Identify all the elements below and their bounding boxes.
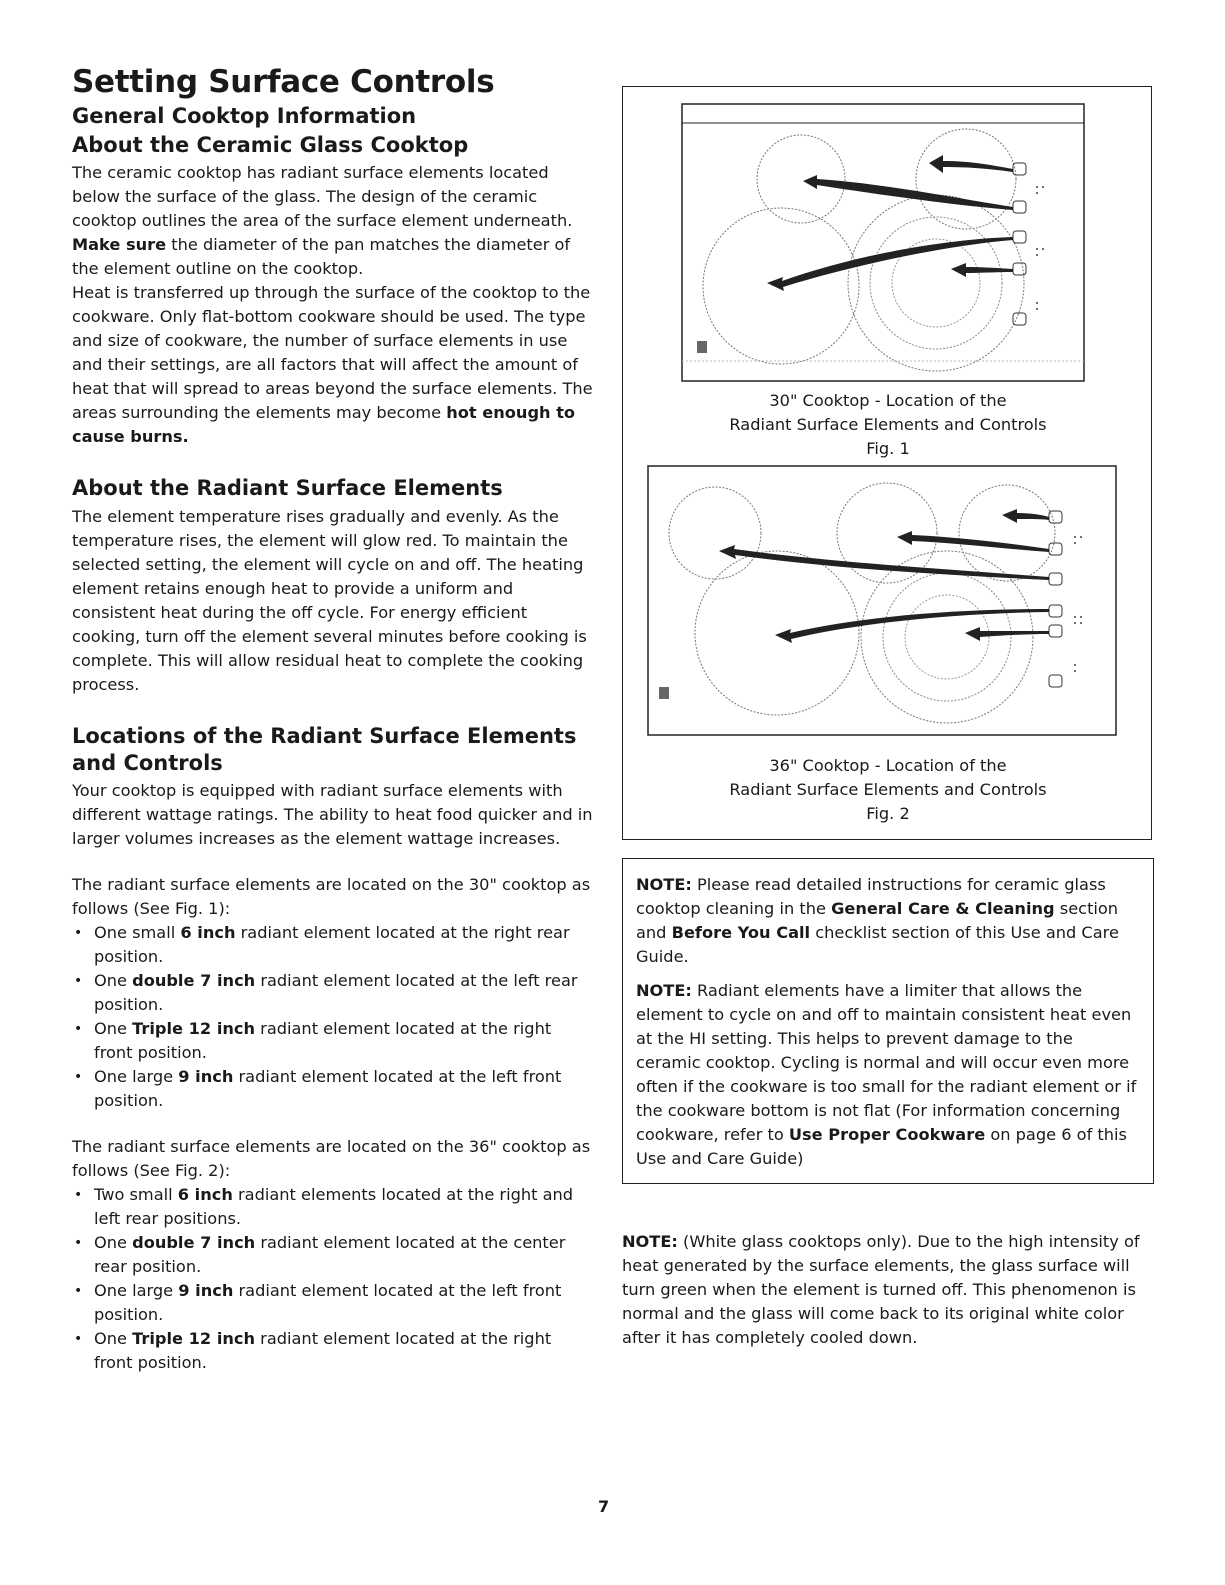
- ceramic-heading: About the Ceramic Glass Cooktop: [72, 133, 469, 157]
- note-cleaning: NOTE: Please read detailed instructions for ceramic glass cooktop cleaning in the General Care & Cleaning section and Before You Call checklist section of this Use and Care Guide.: [636, 875, 1119, 966]
- locations-paragraph: Your cooktop is equipped with radiant surface elements with different wattage ratings. The ability to heat food quicker and in larger volumes increases as the element wattage increases.: [72, 781, 593, 849]
- figures-box: [622, 86, 1152, 840]
- radiant-heading: About the Radiant Surface Elements: [72, 476, 503, 501]
- fig1-cooktop-diagram: [681, 103, 1085, 383]
- general-heading: General Cooktop Information: [72, 104, 417, 128]
- cooktop-30-intro: The radiant surface elements are located on the 30" cooktop as follows (See Fig. 1):: [72, 875, 591, 919]
- ceramic-paragraph-2: Heat is transferred up through the surface of the cooktop to the cookware. Only flat-bottom cookware should be used. The type and size of cookware, the number of surface elements in use and their settings, are all factors that will affect the amount of heat that will spread to areas beyond the surface elements. The areas surrounding the elements may become hot enough to cause burns.: [72, 283, 593, 447]
- fig1-caption: 30" Cooktop - Location of the Radiant Surface Elements and Controls Fig. 1: [729, 391, 1047, 458]
- cooktop-36-intro: The radiant surface elements are located on the 36" cooktop as follows (See Fig. 2):: [72, 1137, 591, 1181]
- fig2-cooktop-diagram: [647, 465, 1117, 737]
- list-item: • One Triple 12 inch radiant element located at the right front position.: [72, 1327, 594, 1375]
- fig2-caption: 36" Cooktop - Location of the Radiant Surface Elements and Controls Fig. 2: [729, 756, 1047, 823]
- list-item: • Two small 6 inch radiant elements located at the right and left rear positions.: [72, 1183, 594, 1231]
- list-item: • One Triple 12 inch radiant element located at the right front position.: [72, 1017, 594, 1065]
- list-item: • One small 6 inch radiant element located at the right rear position.: [72, 921, 594, 969]
- note-white-glass: NOTE: (White glass cooktops only). Due to the high intensity of heat generated by the surface elements, the glass surface will turn green when the element is turned off. This phenomenon is normal and the glass will come back to its original white color after it has completely cooled down.: [622, 1232, 1140, 1347]
- note-box: [622, 858, 1154, 1184]
- locations-heading: Locations of the Radiant Surface Elements and Controls: [72, 723, 577, 775]
- page-number: 7: [598, 1497, 610, 1516]
- cooktop-30-list: [72, 921, 594, 1113]
- list-item: • One large 9 inch radiant element located at the left front position.: [72, 1279, 594, 1327]
- note-limiter: NOTE: Radiant elements have a limiter that allows the element to cycle on and off to maintain consistent heat even at the HI setting. This helps to prevent damage to the ceramic cooktop. Cycling is normal and will occur even more often if the cookware is too small for the radiant element or if the cookware bottom is not flat (For information concerning cookware, refer to Use Proper Cookware on page 6 of this Use and Care Guide): [636, 981, 1137, 1168]
- list-item: • One double 7 inch radiant element located at the center rear position.: [72, 1231, 594, 1279]
- ceramic-paragraph-1: The ceramic cooktop has radiant surface elements located below the surface of the glass. The design of the ceramic cooktop outlines the area of the surface element underneath. Make sure the diameter of the pan matches the diameter of the element outline on the cooktop.: [72, 163, 573, 279]
- left-column: [72, 64, 594, 1375]
- list-item: • One double 7 inch radiant element located at the left rear position.: [72, 969, 594, 1017]
- radiant-paragraph: The element temperature rises gradually and evenly. As the temperature rises, the element will glow red. To maintain the selected setting, the element will cycle on and off. The heating element retains enough heat to provide a uniform and consistent heat during the off cycle. For energy efficient cooking, turn off the element several minutes before cooking is complete. This will allow residual heat to complete the cooking process.: [72, 506, 587, 694]
- page-title: Setting Surface Controls: [72, 64, 495, 100]
- cooktop-36-list: [72, 1183, 594, 1375]
- right-column: [622, 86, 1152, 1347]
- list-item: • One large 9 inch radiant element located at the left front position.: [72, 1065, 594, 1113]
